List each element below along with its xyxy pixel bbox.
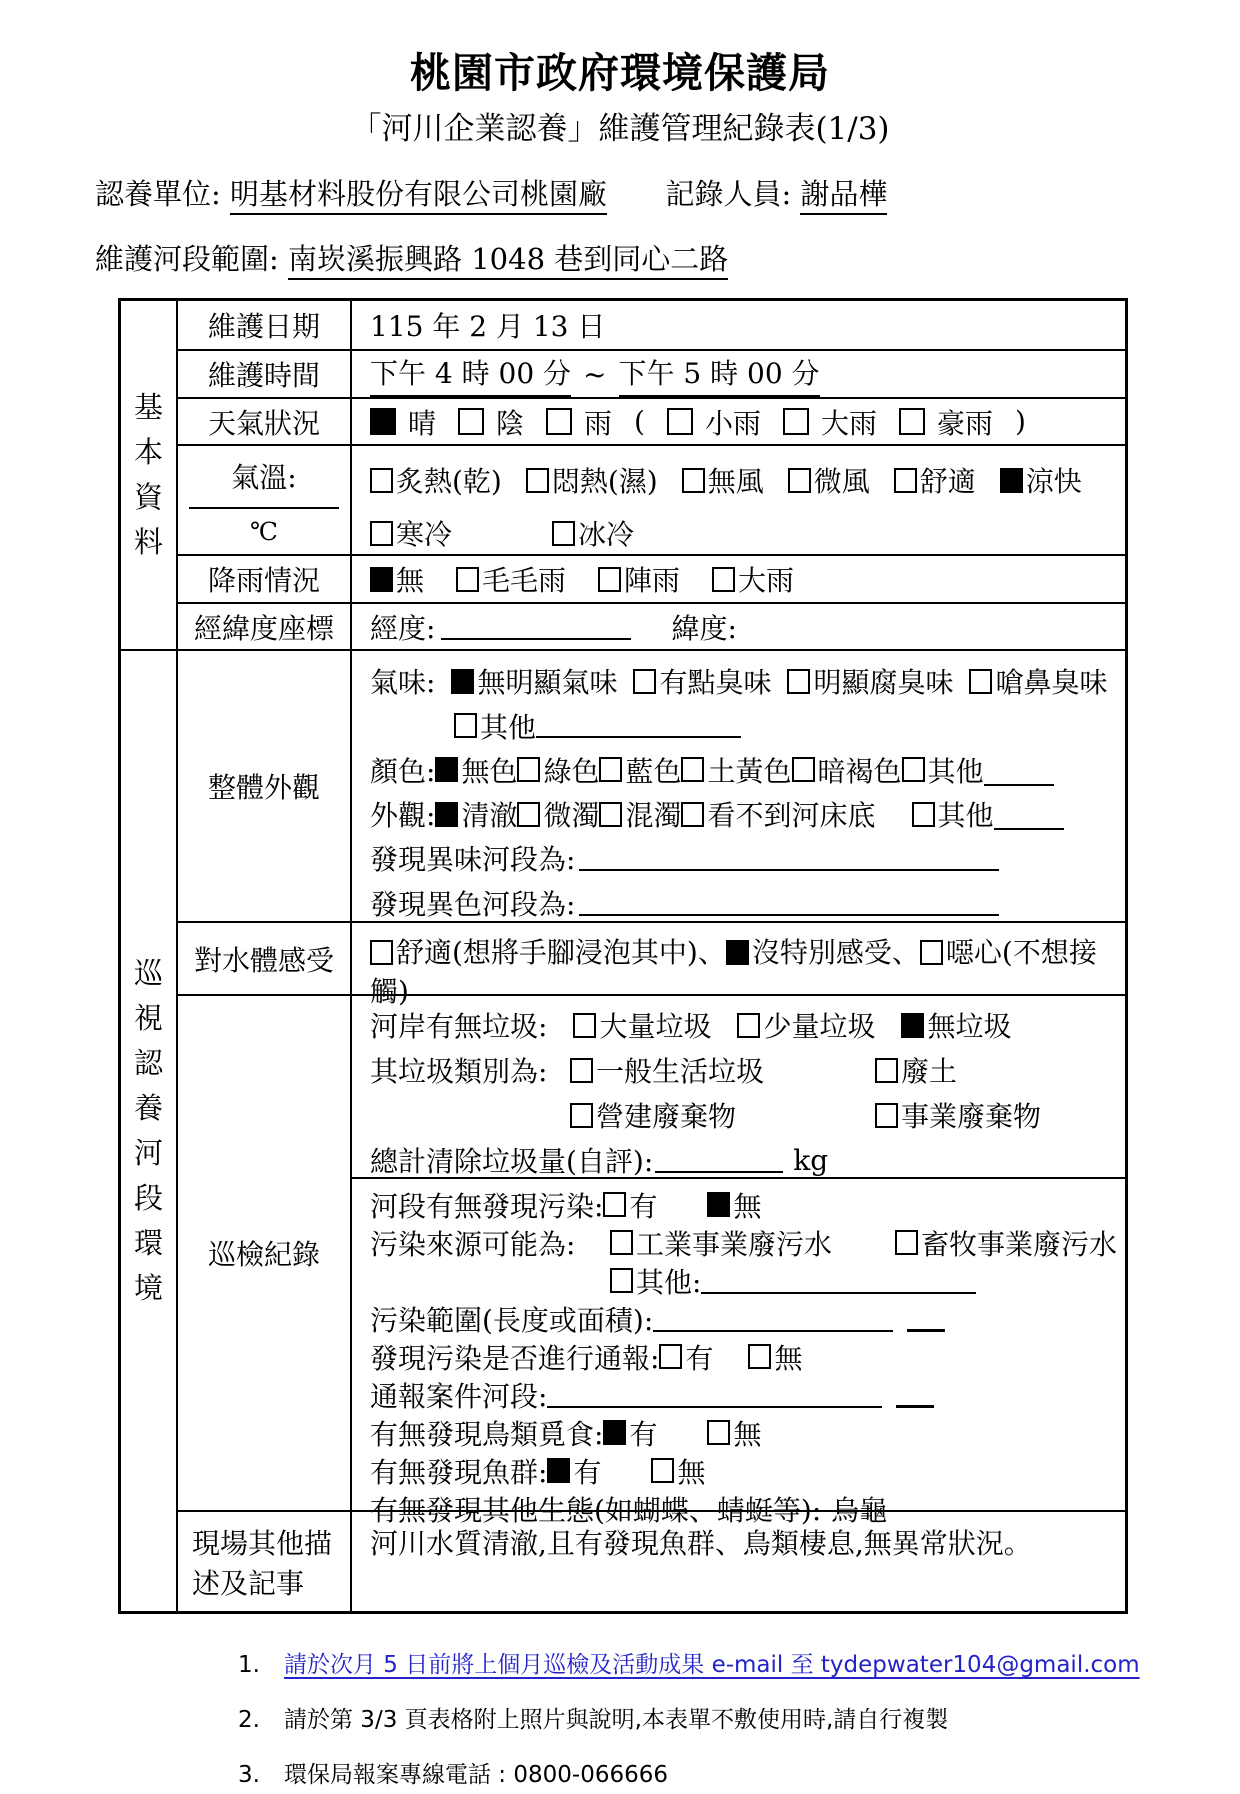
option-label: 一般生活垃圾 (596, 1055, 765, 1088)
garbage-type-option (570, 1095, 736, 1135)
report-case-label: 通報案件河段: (370, 1379, 548, 1413)
report-option (659, 1337, 713, 1377)
option-label: 營建廢棄物 (596, 1100, 737, 1133)
other-ecology-label: 有無發現其他生態(如蝴蝶、蜻蜓等): (370, 1493, 822, 1527)
checkbox[interactable] (902, 757, 925, 782)
smell-option (969, 661, 1107, 701)
garbage-total-label: 總計清除垃圾量(自評): (370, 1145, 654, 1178)
recorder-value: 謝品樺 (800, 177, 887, 215)
date-row-value (350, 301, 1125, 349)
pollution-source-other-blank-field (701, 1268, 976, 1294)
checkbox[interactable] (370, 940, 393, 965)
footer-note-2 (238, 1701, 1240, 1734)
pollution-presence-label: 河段有無發現污染: (370, 1189, 604, 1223)
option-label: 噁心(不想接觸) (370, 936, 1097, 1008)
option-label: 畜牧事業廢污水 (921, 1227, 1118, 1261)
patrol-section-side-label: 巡視認養河段環境 (133, 956, 163, 1305)
option-label: 大雨 (821, 406, 878, 440)
weather-option (546, 402, 612, 442)
bird-option (707, 1413, 761, 1453)
weather-rain-option (667, 402, 761, 442)
option-label: 有 (685, 1341, 714, 1375)
smell-label: 氣味: (370, 666, 436, 700)
color-option (435, 750, 517, 790)
option-label: 看不到河床底 (707, 799, 876, 833)
site-notes-row-value (350, 1510, 1125, 1611)
checkbox[interactable] (787, 669, 810, 694)
option-label: 無垃圾 (927, 1010, 1012, 1043)
time-separator: ~ (583, 357, 607, 391)
checkbox[interactable] (370, 521, 393, 546)
list-separator: 、 (697, 936, 726, 969)
option-label: 其他 (937, 799, 994, 833)
garbage-option (901, 1005, 1011, 1045)
option-label: 大量垃圾 (599, 1010, 712, 1043)
inspection-garbage-subcell (350, 994, 1125, 1177)
temperature-row-value (350, 444, 1125, 554)
pollution-source-label: 污染來源可能為: (370, 1227, 576, 1261)
meta-line-unit (95, 172, 1240, 213)
checkbox[interactable] (599, 757, 622, 782)
look-other-blank-field (994, 804, 1064, 830)
footer-note-1 (238, 1646, 1240, 1679)
time-line (370, 352, 1125, 397)
inspection-pollution-subcell (350, 1177, 1125, 1527)
option-label: 無風 (707, 465, 764, 498)
garbage-type-line-2 (370, 1098, 1125, 1132)
option-label: 晴 (408, 406, 437, 440)
checkbox[interactable] (547, 1458, 570, 1483)
garbage-option (573, 1005, 711, 1045)
option-label: 無 (774, 1341, 803, 1375)
checkbox[interactable] (792, 757, 815, 782)
pollution-source-other-option (610, 1261, 701, 1301)
checkbox[interactable] (737, 1013, 760, 1038)
option-label: 微風 (813, 465, 870, 498)
option-label: 微濁 (543, 799, 600, 833)
checkbox[interactable] (899, 408, 925, 435)
pollution-source-line (370, 1225, 1125, 1260)
checkbox[interactable] (458, 408, 484, 435)
garbage-presence-line (370, 1008, 1125, 1042)
bird-feeding-label: 有無發現鳥類覓食: (370, 1417, 604, 1451)
temperature-row-label (176, 444, 350, 554)
option-label: 舒適(想將手腳浸泡其中) (396, 936, 698, 969)
temperature-option (1000, 460, 1082, 500)
odd-smell-blank-field (579, 845, 999, 871)
option-label: 有 (629, 1189, 658, 1223)
pollution-source-option (895, 1223, 1117, 1263)
odd-color-line (370, 885, 1125, 921)
footer-note-text: 請於第 3/3 頁表格附上照片與說明,本表單不敷使用時,請自行複製 (284, 1707, 949, 1733)
temperature-option (526, 460, 658, 500)
footer-note-number: 3. (238, 1762, 260, 1788)
pollution-range-blank-field (653, 1306, 893, 1332)
date-row-label: 維護日期 (176, 301, 350, 349)
option-label: 清澈 (461, 799, 518, 833)
checkbox[interactable] (895, 1230, 918, 1255)
document-page (0, 40, 1240, 1789)
color-other-blank-field (984, 760, 1054, 786)
option-label: 其他 (927, 754, 984, 788)
maintenance-date: 115 年 2 月 13 日 (370, 310, 606, 343)
option-label: 工業事業廢污水 (636, 1227, 833, 1261)
checkbox[interactable] (610, 1268, 633, 1293)
option-label: 冰冷 (578, 518, 635, 551)
footer-note-number: 2. (238, 1707, 260, 1733)
option-label: 廢土 (901, 1055, 958, 1088)
checkbox[interactable] (517, 757, 540, 782)
report-option (748, 1337, 802, 1377)
temperature-option (894, 460, 976, 500)
range-value: 南崁溪振興路 1048 巷到同心二路 (288, 242, 728, 280)
checkbox[interactable] (603, 1420, 626, 1445)
option-label: 有 (573, 1455, 602, 1489)
temperature-option (370, 460, 502, 500)
checkbox[interactable] (681, 757, 704, 782)
bird-option (603, 1413, 657, 1453)
footer-note-3 (238, 1756, 1240, 1789)
checkbox[interactable] (969, 669, 992, 694)
odd-color-label: 發現異色河段為: (370, 887, 576, 921)
checkbox[interactable] (517, 802, 540, 827)
garbage-presence-label: 河岸有無垃圾: (370, 1010, 548, 1043)
odd-color-blank-field (579, 890, 999, 916)
weather-row-value (350, 397, 1125, 444)
site-notes-text: 河川水質清澈,且有發現魚群、鳥類棲息,無異常狀況。 (370, 1527, 1032, 1560)
patrol-section (121, 649, 1125, 1611)
recorder-label: 記錄人員: (665, 177, 792, 211)
temperature-options-line-1 (370, 460, 1125, 500)
option-label: 土黃色 (707, 754, 792, 788)
option-label: 雨 (584, 406, 613, 440)
checkbox[interactable] (370, 468, 393, 493)
time-start: 下午 4 時 00 分 (370, 352, 571, 397)
temperature-label: 氣溫: (231, 461, 297, 494)
garbage-type-option (570, 1050, 764, 1090)
checkbox[interactable] (435, 802, 458, 827)
fish-option (651, 1451, 705, 1491)
checkbox[interactable] (712, 567, 735, 592)
checkbox[interactable] (599, 802, 622, 827)
pollution-source-option (610, 1223, 832, 1263)
checkbox[interactable] (435, 757, 458, 782)
look-option (599, 794, 681, 834)
report-case-blank-field (547, 1382, 882, 1408)
smell-option (451, 661, 617, 701)
option-label: 藍色 (625, 754, 682, 788)
rainfall-options-line (370, 559, 1125, 599)
water-feeling-row-label: 對水體感受 (176, 921, 350, 994)
rainfall-option (456, 559, 566, 599)
temperature-blank-field (189, 505, 339, 509)
smell-option (633, 661, 771, 701)
checkbox[interactable] (682, 468, 705, 493)
checkbox[interactable] (659, 1344, 682, 1369)
pollution-report-label: 發現污染是否進行通報: (370, 1341, 660, 1375)
site-notes-row-label: 現場其他描述及記事 (176, 1510, 350, 1611)
inspection-row-label: 巡檢紀錄 (176, 994, 350, 1510)
garbage-type-column-1 (570, 1050, 875, 1090)
option-label: 陣雨 (624, 564, 681, 597)
odd-smell-label: 發現異味河段為: (370, 843, 576, 877)
checkbox[interactable] (603, 1192, 626, 1217)
look-other-option (912, 794, 994, 834)
garbage-option (737, 1005, 875, 1045)
checkbox[interactable] (526, 468, 549, 493)
list-separator: 、 (891, 936, 920, 969)
coordinates-row-label: 經緯度座標 (176, 602, 350, 649)
option-label: 有 (629, 1417, 658, 1451)
option-label: 其他: (636, 1265, 702, 1299)
option-label: 有點臭味 (659, 666, 772, 700)
option-label: 無 (396, 564, 425, 597)
look-line (370, 796, 1125, 832)
feeling-option (726, 936, 892, 969)
feeling-option (370, 936, 698, 969)
checkbox[interactable] (748, 1344, 771, 1369)
smell-option (787, 661, 953, 701)
pollution-option (707, 1185, 761, 1225)
checkbox[interactable] (783, 408, 809, 435)
garbage-total-line (370, 1143, 1125, 1177)
checkbox[interactable] (707, 1420, 730, 1445)
unit-label: 認養單位: (95, 177, 221, 211)
time-end: 下午 5 時 00 分 (619, 352, 820, 397)
option-label: 少量垃圾 (763, 1010, 876, 1043)
option-label: 毛毛雨 (482, 564, 567, 597)
paren-close: ) (1015, 405, 1026, 438)
garbage-type-option (875, 1050, 957, 1090)
range-label: 維護河段範圍: (95, 242, 279, 276)
weather-rain-option (783, 402, 877, 442)
longitude-label: 經度: (370, 611, 436, 645)
temperature-option (788, 460, 870, 500)
checkbox[interactable] (633, 669, 656, 694)
checkbox[interactable] (610, 1230, 633, 1255)
smell-other-line (370, 707, 1125, 743)
report-case-blank-tail (896, 1382, 934, 1408)
meta-line-range (95, 237, 1240, 278)
bird-feeding-line (370, 1415, 1125, 1450)
option-label: 無 (733, 1189, 762, 1223)
garbage-type-option (875, 1095, 1041, 1135)
temperature-option (682, 460, 764, 500)
checkbox[interactable] (370, 567, 393, 592)
garbage-total-unit: kg (793, 1143, 829, 1177)
water-feeling-row-value (350, 921, 1125, 1008)
basic-info-section (121, 301, 1125, 649)
look-option (435, 794, 517, 834)
option-label: 沒特別感受 (751, 936, 892, 969)
page-title: 桃園市政府環境保護局 (410, 49, 830, 97)
smell-line (370, 663, 1125, 699)
checkbox[interactable] (726, 940, 749, 965)
checkbox[interactable] (788, 468, 811, 493)
checkbox[interactable] (667, 408, 693, 435)
time-row-label: 維護時間 (176, 349, 350, 397)
checkbox[interactable] (454, 713, 477, 738)
time-row-value (350, 349, 1125, 397)
rainfall-option (598, 559, 680, 599)
weather-option (458, 402, 524, 442)
odd-smell-line (370, 840, 1125, 876)
weather-rain-option (899, 402, 993, 442)
option-label: 陰 (496, 406, 525, 440)
checkbox[interactable] (912, 802, 935, 827)
coordinates-line (370, 607, 1125, 647)
checkbox[interactable] (552, 521, 575, 546)
temperature-option (552, 513, 634, 553)
option-label: 豪雨 (937, 406, 994, 440)
latitude-label: 緯度: (671, 611, 737, 645)
rainfall-row-value (350, 554, 1125, 602)
option-label: 無明顯氣味 (477, 666, 618, 700)
appearance-row-value (350, 651, 1125, 921)
longitude-blank-field (441, 614, 631, 640)
option-label: 小雨 (704, 406, 761, 440)
checkbox[interactable] (920, 940, 943, 965)
temperature-unit: ℃ (250, 517, 278, 546)
option-label: 大雨 (738, 564, 795, 597)
fish-label: 有無發現魚群: (370, 1455, 548, 1489)
checkbox[interactable] (875, 1103, 898, 1128)
pollution-source-other-line (370, 1263, 1125, 1298)
option-label: 炙熱(乾) (396, 465, 502, 498)
checkbox[interactable] (570, 1058, 593, 1083)
fish-line (370, 1453, 1125, 1488)
smell-other-blank-field (536, 712, 741, 738)
appearance-row-label: 整體外觀 (176, 651, 350, 921)
look-label: 外觀: (370, 799, 436, 833)
rainfall-option (370, 559, 424, 599)
checkbox[interactable] (707, 1192, 730, 1217)
checkbox[interactable] (570, 1103, 593, 1128)
checkbox[interactable] (651, 1458, 674, 1483)
footer-hotline-text: 環保局報案專線電話 : 0800-066666 (284, 1762, 669, 1788)
option-label: 其他 (480, 710, 537, 744)
checkbox[interactable] (1000, 468, 1023, 493)
temperature-option (370, 513, 452, 553)
coordinates-row-value (350, 602, 1125, 649)
pollution-range-blank-tail (907, 1306, 945, 1332)
weather-options-line (370, 402, 1125, 442)
color-option (681, 750, 791, 790)
checkbox[interactable] (451, 669, 474, 694)
option-label: 無 (733, 1417, 762, 1451)
option-label: 暗褐色 (817, 754, 902, 788)
option-label: 無 (677, 1455, 706, 1489)
checkbox[interactable] (901, 1013, 924, 1038)
color-label: 顏色: (370, 754, 436, 788)
garbage-type-label: 其垃圾類別為: (370, 1055, 548, 1088)
option-label: 舒適 (919, 465, 976, 498)
checkbox[interactable] (546, 408, 572, 435)
pollution-option (603, 1185, 657, 1225)
page-subtitle: 「河川企業認養」維護管理紀錄表(1/3) (350, 111, 890, 147)
option-label: 寒冷 (396, 518, 453, 551)
checkbox[interactable] (573, 1013, 596, 1038)
checkbox[interactable] (681, 802, 704, 827)
option-label: 悶熱(濕) (551, 465, 658, 498)
option-label: 嗆鼻臭味 (995, 666, 1108, 700)
pollution-range-label: 污染範圍(長度或面積): (370, 1303, 654, 1337)
footer-notes (238, 1646, 1240, 1789)
color-option (792, 750, 902, 790)
color-option (902, 750, 984, 790)
footer-email-link[interactable]: 請於次月 5 日前將上個月巡檢及活動成果 e-mail 至 tydepwater104@gmail.com (284, 1652, 1140, 1678)
unit-value: 明基材料股份有限公司桃園廠 (230, 177, 607, 215)
report-case-line (370, 1377, 1125, 1412)
look-option (681, 794, 875, 834)
pollution-presence-line (370, 1187, 1125, 1222)
checkbox[interactable] (875, 1058, 898, 1083)
color-option (599, 750, 681, 790)
option-label: 事業廢棄物 (901, 1100, 1042, 1133)
color-option (517, 750, 599, 790)
checkbox[interactable] (370, 408, 396, 435)
checkbox[interactable] (894, 468, 917, 493)
pollution-range-line (370, 1301, 1125, 1336)
basic-section-side-label: 基本資料 (133, 390, 163, 559)
option-label: 明顯腐臭味 (813, 666, 954, 700)
other-ecology-value: 烏龜 (831, 1493, 888, 1527)
weather-option (370, 402, 436, 442)
checkbox[interactable] (456, 567, 479, 592)
smell-other-option (454, 706, 536, 746)
rainfall-row-label: 降雨情況 (176, 554, 350, 602)
checkbox[interactable] (598, 567, 621, 592)
look-option (517, 794, 599, 834)
garbage-type-column-1 (570, 1095, 875, 1135)
record-table (118, 298, 1128, 1614)
rainfall-option (712, 559, 794, 599)
option-label: 綠色 (543, 754, 600, 788)
option-label: 涼快 (1025, 465, 1082, 498)
garbage-type-line-1 (370, 1053, 1125, 1087)
fish-option (547, 1451, 601, 1491)
option-label: 混濁 (625, 799, 682, 833)
paren-open: ( (634, 405, 645, 438)
garbage-total-blank-field (655, 1147, 783, 1173)
temperature-options-line-2 (370, 513, 1125, 553)
pollution-report-line (370, 1339, 1125, 1374)
footer-note-number: 1. (238, 1652, 260, 1678)
pollution-source-column-1 (610, 1223, 895, 1263)
option-label: 無色 (461, 754, 518, 788)
weather-row-label: 天氣狀況 (176, 397, 350, 444)
color-line (370, 752, 1125, 788)
